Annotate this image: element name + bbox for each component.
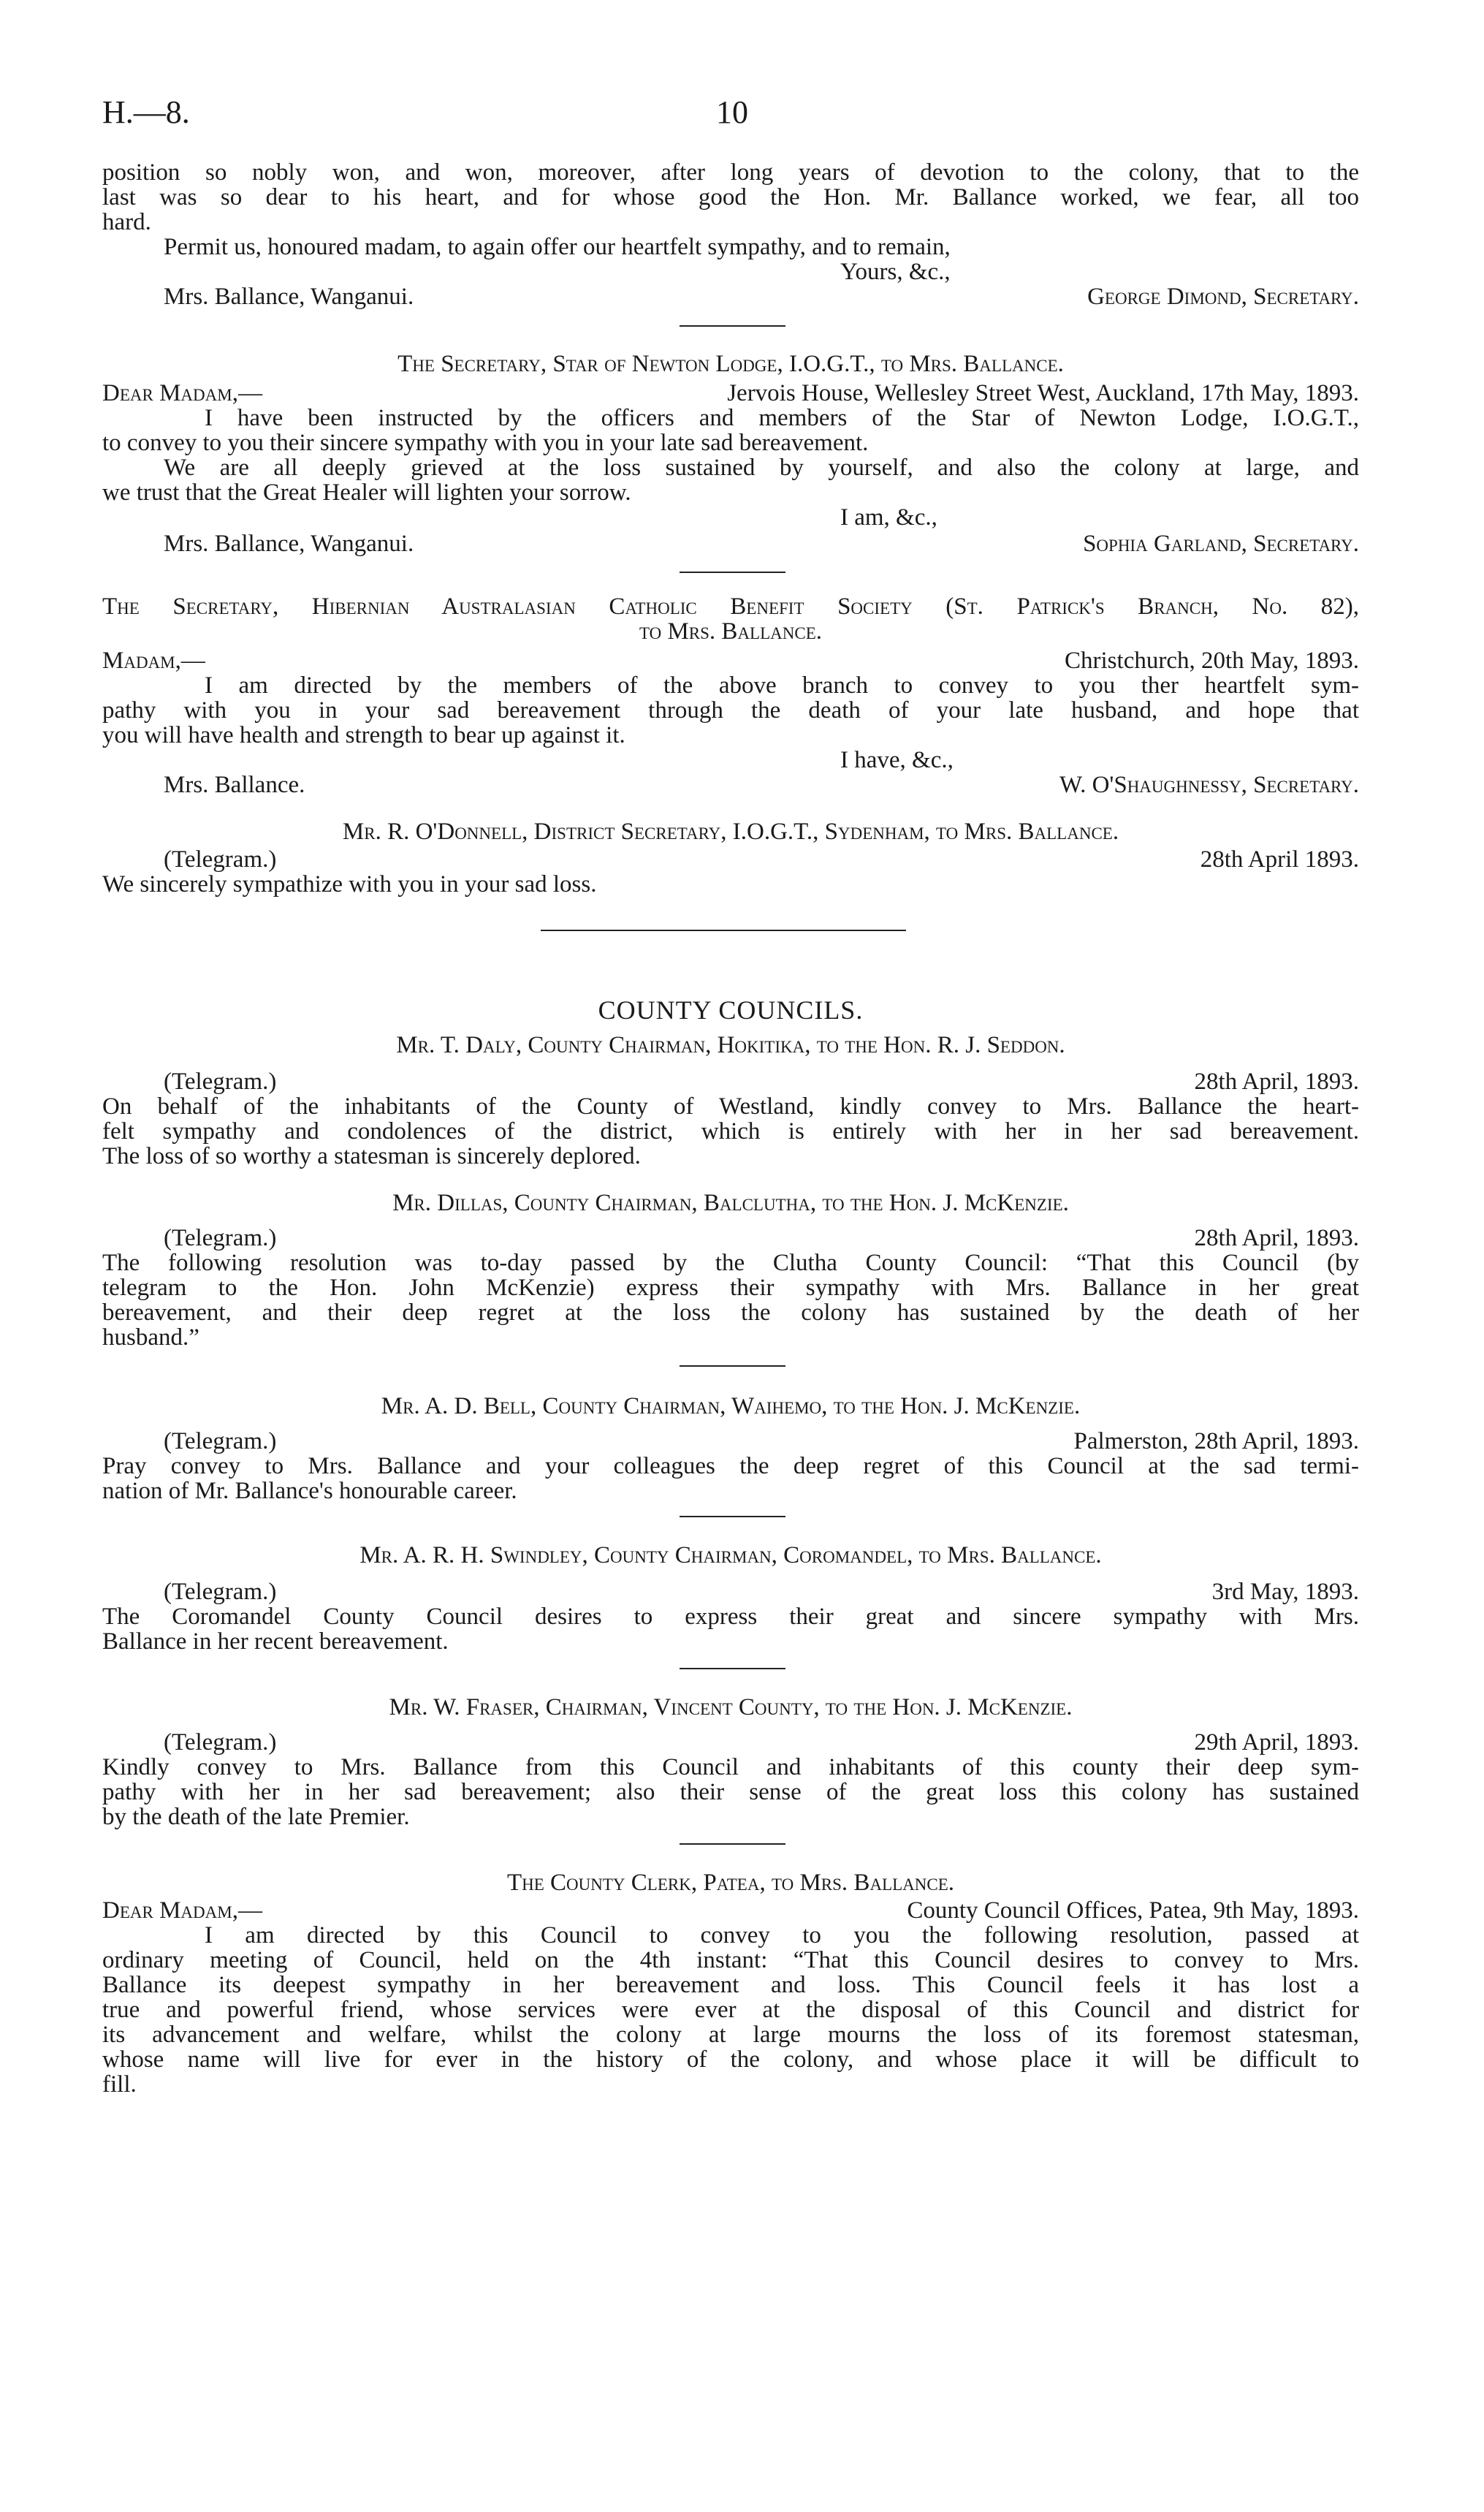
body-line: Ballance its deepest sympathy in her bereavement and loss. This Council feels it has lost a (102, 1972, 1359, 1998)
letter-address-date: Christchurch, 20th May, 1893. (1065, 648, 1359, 674)
letter-closing: I am, &c., (840, 504, 937, 531)
section-rule (680, 1668, 785, 1669)
letter-address-date: Jervois House, Wellesley Street West, Auckland, 17th May, 1893. (727, 380, 1359, 406)
body-line: Pray convey to Mrs. Ballance and your colleagues the deep regret of this Council at the sad termi- (102, 1453, 1359, 1479)
body-line: true and powerful friend, whose services were ever at the disposal of this Council and district for (102, 1997, 1359, 2023)
body-line: We sincerely sympathize with you in your sad loss. (102, 871, 597, 898)
body-line: The Coromandel County Council desires to express their great and sincere sympathy with Mrs. (102, 1604, 1359, 1630)
letter-heading: Mr. T. Daly, County Chairman, Hokitika, to the Hon. R. J. Seddon. (396, 1032, 1065, 1058)
telegram-line (102, 1729, 1359, 1756)
letter-heading: The Secretary, Star of Newton Lodge, I.O.G.T., to Mrs. Ballance. (397, 351, 1064, 377)
salutation: Dear Madam,— (102, 1897, 262, 1924)
body-line: telegram to the Hon. John McKenzie) express their sympathy with Mrs. Ballance in her great (102, 1275, 1359, 1301)
section-rule (680, 1843, 785, 1845)
telegram-date: 29th April, 1893. (1194, 1729, 1359, 1756)
body-line: Ballance in her recent bereavement. (102, 1628, 449, 1655)
body-line: husband.” (102, 1324, 199, 1351)
body-line: we trust that the Great Healer will lighten your sorrow. (102, 479, 631, 506)
recipient: Mrs. Ballance, Wanganui. (164, 531, 414, 557)
body-line: last was so dear to his heart, and for whose good the Hon. Mr. Ballance worked, we fear, all too (102, 184, 1359, 210)
section-divider (541, 930, 906, 931)
telegram-date: 28th April 1893. (1200, 846, 1359, 873)
telegram-label: (Telegram.) (164, 1069, 277, 1095)
letter-heading: Mr. A. D. Bell, County Chairman, Waihemo, to the Hon. J. McKenzie. (381, 1393, 1081, 1419)
telegram-label: (Telegram.) (164, 1579, 277, 1605)
body-line: nation of Mr. Ballance's honourable career. (102, 1478, 517, 1504)
letter-signoff (102, 284, 1359, 310)
salutation: Madam,— (102, 648, 205, 674)
telegram-line (102, 1069, 1359, 1095)
body-line: The loss of so worthy a statesman is sincerely deplored. (102, 1143, 641, 1169)
signatory: W. O'Shaughnessy, Secretary. (1059, 772, 1359, 798)
telegram-line (102, 1225, 1359, 1251)
page-number: 10 (716, 94, 748, 130)
body-line: you will have health and strength to bear up against it. (102, 722, 625, 748)
letter-signoff (102, 772, 1359, 798)
body-line: its advancement and welfare, whilst the colony at large mourns the loss of its foremost statesman, (102, 2022, 1359, 2048)
body-line: fill. (102, 2071, 137, 2098)
body-line: I am directed by this Council to convey to you the following resolution, passed at (205, 1922, 1359, 1948)
section-rule (680, 1516, 785, 1517)
body-line: by the death of the late Premier. (102, 1804, 410, 1830)
letter-heading: The Secretary, Hibernian Australasian Catholic Benefit Society (St. Patrick's Branch, No. 82), (102, 593, 1359, 620)
body-line: We are all deeply grieved at the loss sustained by yourself, and also the colony at large, and (164, 455, 1359, 481)
body-line: I am directed by the members of the above branch to convey to you ther heartfelt sym- (205, 672, 1359, 699)
letter-salutation-line (102, 648, 1359, 674)
body-line: pathy with you in your sad bereavement through the death of your late husband, and hope that (102, 697, 1359, 724)
section-title: COUNTY COUNCILS. (598, 995, 864, 1025)
letter-salutation-line (102, 380, 1359, 406)
signatory: Sophia Garland, Secretary. (1083, 531, 1359, 557)
letter-heading: Mr. W. Fraser, Chairman, Vincent County, to the Hon. J. McKenzie. (389, 1694, 1073, 1720)
body-line: The following resolution was to-day passed by the Clutha County Council: “That this Council (by (102, 1250, 1359, 1276)
document-reference: H.—8. (102, 94, 190, 130)
body-line: position so nobly won, and won, moreover, after long years of devotion to the colony, that to the (102, 159, 1359, 186)
recipient: Mrs. Ballance, Wanganui. (164, 284, 414, 310)
signatory: George Dimond, Secretary. (1087, 284, 1359, 310)
body-line: Kindly convey to Mrs. Ballance from this Council and inhabitants of this county their deep sym- (102, 1754, 1359, 1780)
body-line: I have been instructed by the officers and members of the Star of Newton Lodge, I.O.G.T., (205, 405, 1359, 431)
telegram-label: (Telegram.) (164, 1225, 277, 1251)
letter-closing: I have, &c., (840, 747, 954, 773)
telegram-date: 3rd May, 1893. (1211, 1579, 1359, 1605)
telegram-line (102, 1428, 1359, 1454)
telegram-label: (Telegram.) (164, 846, 277, 873)
body-line: bereavement, and their deep regret at the loss the colony has sustained by the death of her (102, 1299, 1359, 1326)
document-page (102, 0, 1359, 2512)
body-line: pathy with her in her sad bereavement; also their sense of the great loss this colony has sustained (102, 1779, 1359, 1805)
body-line: felt sympathy and condolences of the district, which is entirely with her in her sad bereavement. (102, 1118, 1359, 1145)
letter-salutation-line (102, 1897, 1359, 1924)
section-rule (680, 572, 785, 573)
telegram-line (102, 1579, 1359, 1605)
letter-heading: to Mrs. Ballance. (639, 618, 823, 645)
telegram-line (102, 846, 1359, 873)
letter-address-date: County Council Offices, Patea, 9th May, 1893. (907, 1897, 1359, 1924)
salutation: Dear Madam,— (102, 380, 262, 406)
section-rule (680, 325, 785, 327)
letter-heading: Mr. R. O'Donnell, District Secretary, I.O.G.T., Sydenham, to Mrs. Ballance. (342, 819, 1119, 845)
telegram-date: 28th April, 1893. (1194, 1225, 1359, 1251)
letter-heading: Mr. Dillas, County Chairman, Balclutha, to the Hon. J. McKenzie. (392, 1190, 1069, 1216)
letter-closing: Yours, &c., (840, 259, 951, 285)
body-line: whose name will live for ever in the history of the colony, and whose place it will be difficult to (102, 2046, 1359, 2073)
letter-signoff (102, 531, 1359, 557)
telegram-date: Palmerston, 28th April, 1893. (1073, 1428, 1359, 1454)
letter-heading: The County Clerk, Patea, to Mrs. Ballance. (506, 1870, 955, 1896)
body-line: Permit us, honoured madam, to again offer our heartfelt sympathy, and to remain, (164, 234, 951, 260)
letter-heading: Mr. A. R. H. Swindley, County Chairman, Coromandel, to Mrs. Ballance. (359, 1542, 1102, 1568)
telegram-date: 28th April, 1893. (1194, 1069, 1359, 1095)
telegram-label: (Telegram.) (164, 1729, 277, 1756)
body-line: hard. (102, 209, 151, 235)
body-line: ordinary meeting of Council, held on the 4th instant: “That this Council desires to convey to Mrs. (102, 1947, 1359, 1973)
recipient: Mrs. Ballance. (164, 772, 305, 798)
section-rule (680, 1365, 785, 1367)
telegram-label: (Telegram.) (164, 1428, 277, 1454)
body-line: to convey to you their sincere sympathy with you in your late sad bereavement. (102, 430, 869, 456)
body-line: On behalf of the inhabitants of the County of Westland, kindly convey to Mrs. Ballance the heart- (102, 1093, 1359, 1120)
